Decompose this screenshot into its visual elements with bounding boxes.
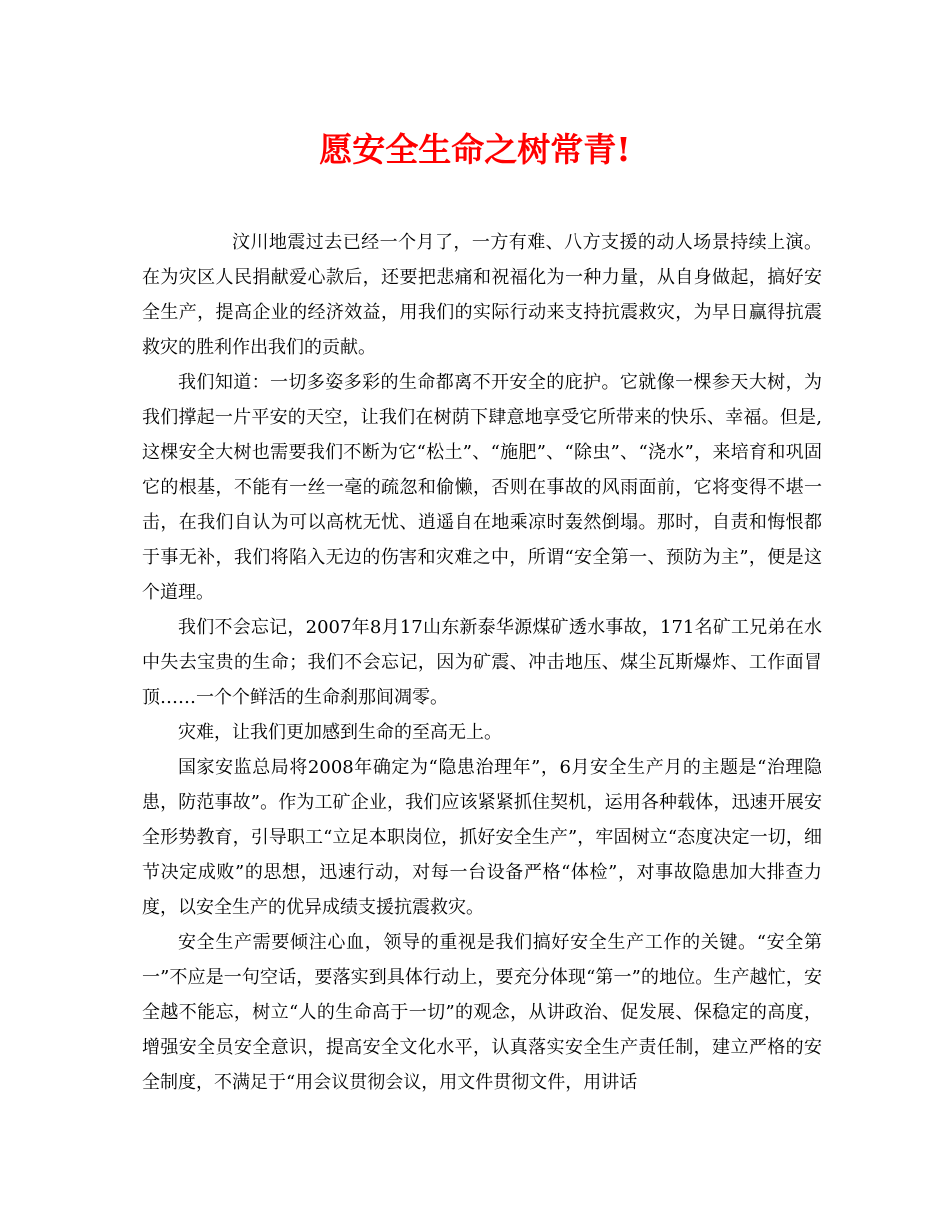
document-title: 愿安全生命之树常青! (319, 130, 631, 169)
document-body (142, 225, 822, 1100)
paragraph-hazard-year: 国家安监总局将2008年确定为“隐患治理年”，6月安全生产月的主题是“治理隐患，防范事故”。作为工矿企业，我们应该紧紧抓住契机，运用各种载体，迅速开展安全形势教育，引导职工“立足本职岗位，抓好安全生产”，牢固树立“态度决定一切，细节决定成败”的思想，迅速行动，对每一台设备严格“体检”，对事故隐患加大排查力度，以安全生产的优异成绩支援抗震救灾。 (142, 757, 822, 918)
paragraph-earthquake: 汶川地震过去已经一个月了，一方有难、八方支援的动人场景持续上演。在为灾区人民捐献爱心款后，还要把悲痛和祝福化为一种力量，从自身做起，搞好安全生产，提高企业的经济效益，用我们的实际行动来支持抗震救灾，为早日赢得抗震救灾的胜利作出我们的贡献。 (142, 232, 822, 358)
paragraph-disaster: 灾难，让我们更加感到生命的至高无上。 (178, 722, 502, 743)
paragraph-leadership: 安全生产需要倾注心血，领导的重视是我们搞好安全生产工作的关键。“安全第一”不应是一句空话，要落实到具体行动上，要充分体现“第一”的地位。生产越忙，安全越不能忘，树立“人的生命高于一切”的观念，从讲政治、促发展、保稳定的高度，增强安全员安全意识，提高安全文化水平，认真落实安全生产责任制，建立严格的安全制度，不满足于“用会议贯彻会议，用文件贯彻文件，用讲话 (142, 932, 822, 1093)
paragraph-mine-accidents: 我们不会忘记，2007年8月17山东新泰华源煤矿透水事故，171名矿工兄弟在水中失去宝贵的生命；我们不会忘记，因为矿震、冲击地压、煤尘瓦斯爆炸、工作面冒顶……一个个鲜活的生命刹那间凋零。 (142, 617, 822, 708)
paragraph-safety-tree: 我们知道：一切多姿多彩的生命都离不开安全的庇护。它就像一棵参天大树，为我们撑起一片平安的天空，让我们在树荫下肆意地享受它所带来的快乐、幸福。但是,这棵安全大树也需要我们不断为它“松土”、“施肥”、“除虫”、“浇水”，来培育和巩固它的根基，不能有一丝一毫的疏忽和偷懒，否则在事故的风雨面前，它将变得不堪一击，在我们自认为可以高枕无忧、逍遥自在地乘凉时轰然倒塌。那时，自责和悔恨都于事无补，我们将陷入无边的伤害和灾难之中，所谓“安全第一、预防为主”，便是这个道理。 (142, 372, 822, 603)
